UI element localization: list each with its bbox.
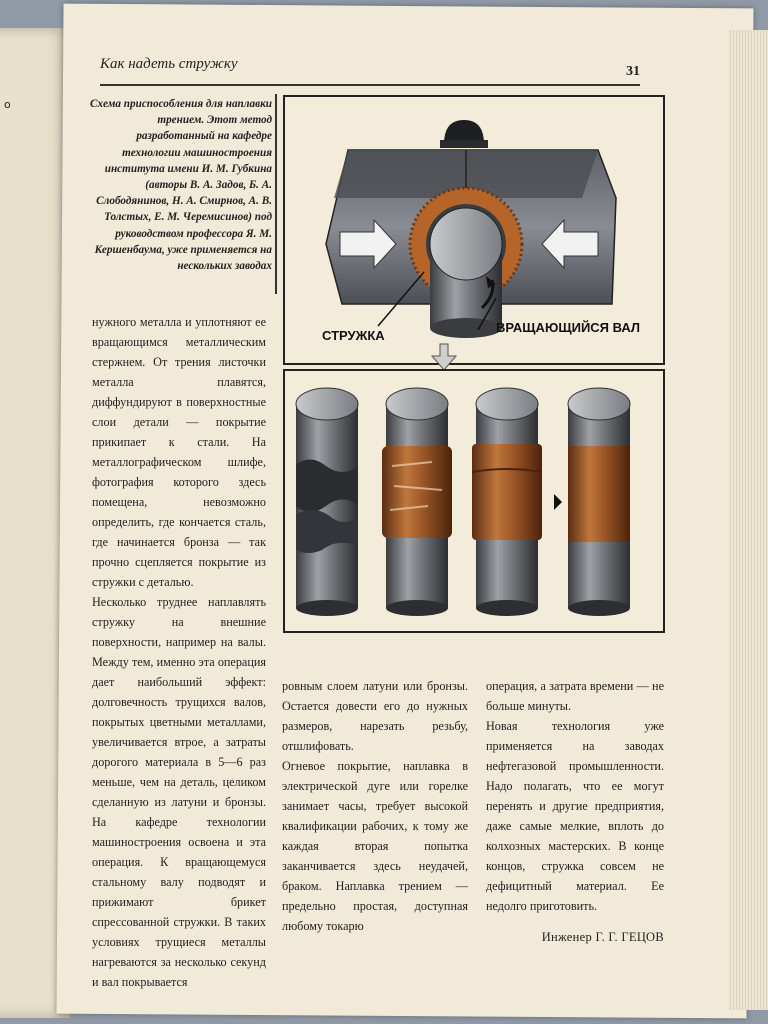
figure-caption: Схема приспособления для наплавки трением. Этот метод разработанный на кафедре технологии машиностроения института имени И. М. Губкина (авторы В. А. Задов, Б. А. Слободянинов, Н. А. Смирнов, А. В. Толстых, Е. М. Черемисинов) под руководством профессора Я. М. Кершенбаума, уже применяется на нескольких заводах xyxy=(89,98,272,273)
shaft-stage-4 xyxy=(568,388,630,616)
caption-divider xyxy=(275,94,277,294)
left-page-fragment: о xyxy=(4,98,11,111)
figure-illustration xyxy=(282,94,668,634)
shaft-stage-1 xyxy=(296,388,358,616)
text-column-2: ровным слоем латуни или бронзы. Остается довести его до нужных размеров, нарезать резьбу, отшлифовать. Огневое покрытие, наплавка в электрической дуге или горелке занимает часы, требует высокой квалификации рабочих, к тому же каждая вторая попытка заканчивается здесь неудачей, браком. Наплавка трением — предельно простая, доступная любому токарю xyxy=(282,679,468,933)
chip-label: СТРУЖКА xyxy=(322,328,385,343)
text-column-3: операция, а затрата времени — не больше минуты. Новая технология уже применяется на заводах нефтегазовой промышленности. Надо полагать, что ее могут перенять и другие предприятия, даже самые мелкие, вплоть до колхозных мастерских. В конце концов, стружка совсем не дефицитный материал. Ее недолго приготовить. xyxy=(486,679,664,913)
text-column-1: нужного металла и уплотняют ее вращающимся металлическим стержнем. От трения листочки металла плавятся, диффундируют в поверхностные слои детали — покрытие прикипает к стали. На металлографическом шлифе, фотография которого здесь помещена, невозможно определить, где кончается сталь, где начинается бронза — так прочно сцепляется покрытие из стружки с деталью. Несколько труднее наплавлять стружку на внешние поверхности, например на валы. Между тем, именно эта операция дает наибольший эффект: долговечность трущихся валов, покрытых цветными металлами, увеличивается втрое, а затраты дорогого материала в 5—6 раз меньше, чем на деталь, целиком сделанную из латуни и бронзы. На кафедре технологии машиностроения освоена и эта операция. К вращающемуся стальному валу подводят и прижимают брикет спрессованной стружки. В таких условиях трущиеся металлы нагреваются за несколько секунд и вал покрывается xyxy=(92,315,266,989)
shaft-stage-3 xyxy=(472,388,542,616)
page-number: 31 xyxy=(626,64,640,79)
author-signature: Инженер Г. Г. ГЕЦОВ xyxy=(541,930,664,944)
section-title: Как надеть стружку xyxy=(100,56,238,72)
shaft-stage-2 xyxy=(382,388,452,616)
shaft-label: ВРАЩАЮЩИЙСЯ ВАЛ xyxy=(496,320,641,335)
rotating-shaft xyxy=(430,208,502,338)
page-header xyxy=(100,52,640,86)
page-stack-edge xyxy=(728,30,768,1010)
